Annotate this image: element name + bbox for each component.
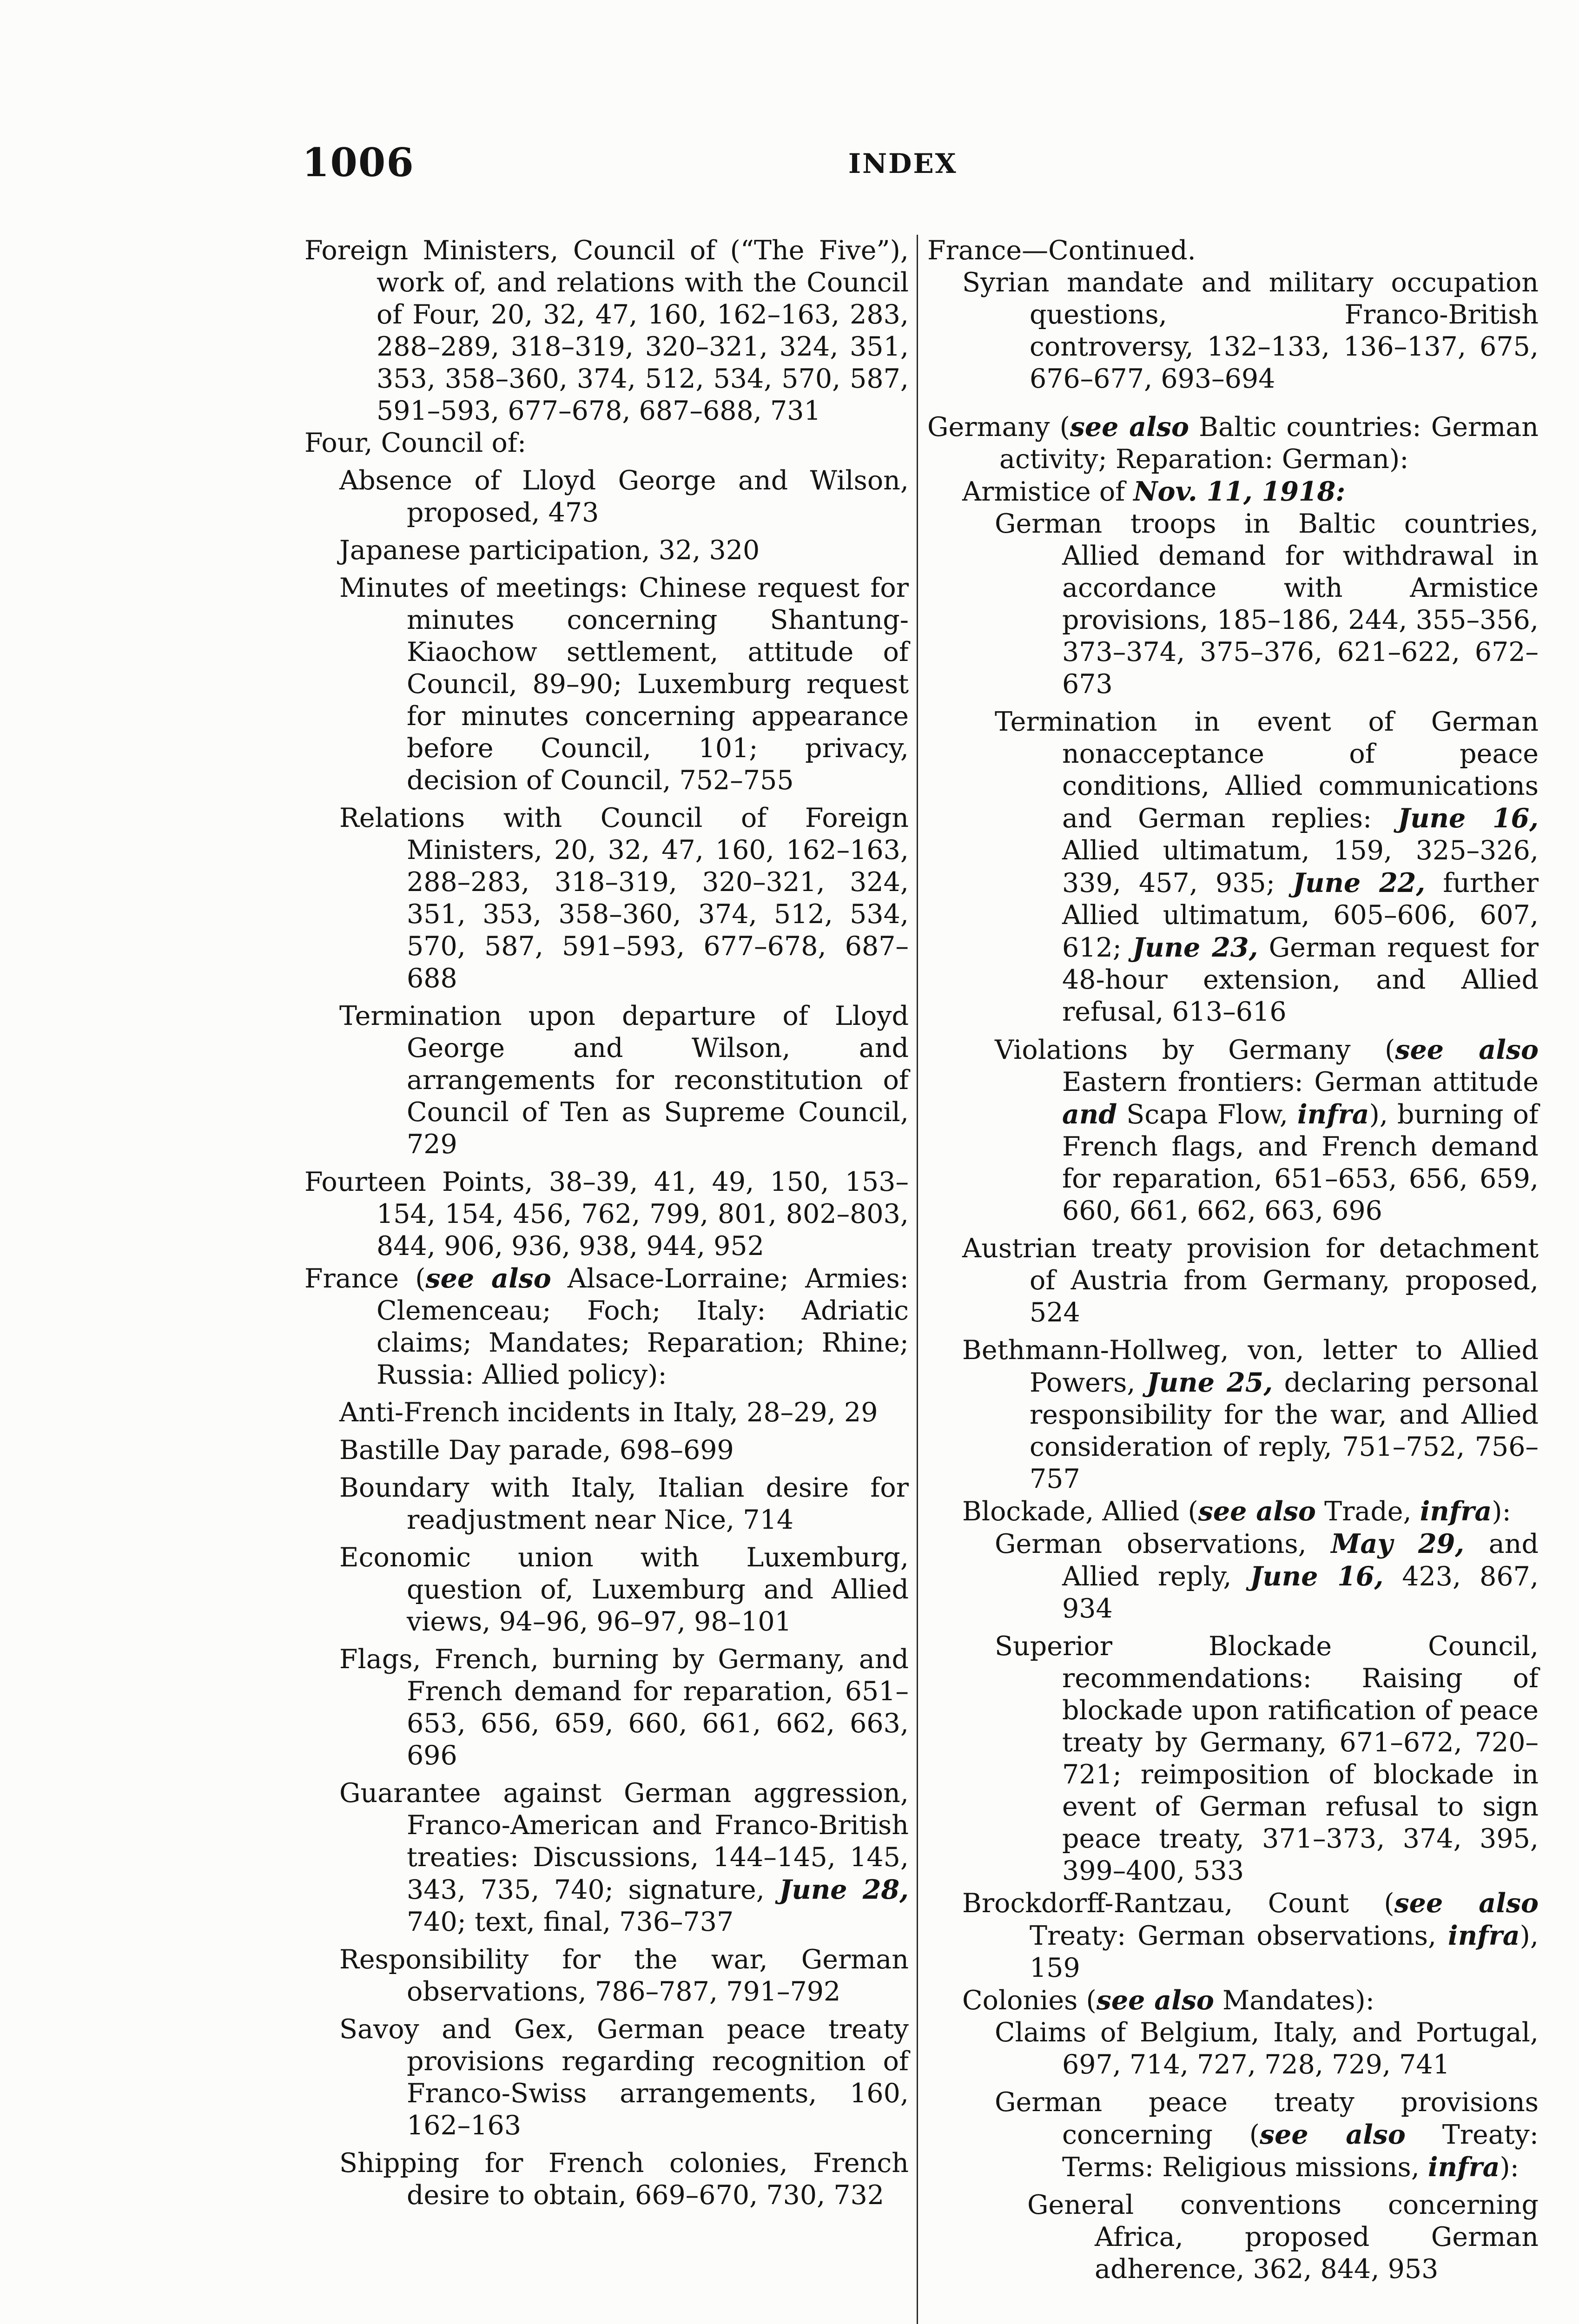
index-subentry: Guarantee against German aggression, Franco-American and Franco-British treaties: Discussions, 144–145, 145, 343, 735, 740; signature, June 28, 740; text, final, 736–737 [339,1778,909,1937]
index-column-right [927,235,1539,2285]
index-subentry: Minutes of meetings: Chinese request for minutes concerning Shantung-Kiaochow settlement, attitude of Council, 89–90; Luxemburg request for minutes concerning appearance before Council, 101; privacy, decision of Council, 752–755 [339,573,909,796]
index-subentry: Syrian mandate and military occupation questions, Franco-British controversy, 132–133, 136–137, 675, 676–677, 693–694 [962,267,1539,394]
index-subentry: Absence of Lloyd George and Wilson, proposed, 473 [339,465,909,528]
index-subentry: Boundary with Italy, Italian desire for readjustment near Nice, 714 [339,1472,909,1535]
index-subentry: Responsibility for the war, German observations, 786–787, 791–792 [339,1944,909,2007]
index-subsubentry: Claims of Belgium, Italy, and Portugal, 697, 714, 727, 728, 729, 741 [995,2017,1539,2080]
running-head: INDEX [848,148,958,179]
index-subsubentry: German observations, May 29, and Allied reply, June 16, 423, 867, 934 [995,1528,1539,1624]
index-column-left [304,235,909,2212]
index-subentry: Bethmann-Hollweg, von, letter to Allied Powers, June 25, declaring personal responsibility for the war, and Allied consideration of reply, 751–752, 756–757 [962,1335,1539,1494]
index-subentry: Brockdorff-Rantzau, Count (see also Treaty: German observations, infra), 159 [962,1888,1539,1983]
index-subentry: Termination upon departure of Lloyd George and Wilson, and arrangements for reconstitution of Council of Ten as Supreme Council, 729 [339,1001,909,1160]
index-subsubentry: Superior Blockade Council, recommendations: Raising of blockade upon ratification of peace treaty by Germany, 671–672, 720–721; reimposition of blockade in event of German refusal to sign peace treaty, 371–373, 374, 395, 399–400, 533 [995,1631,1539,1886]
index-subentry: Blockade, Allied (see also Trade, infra): [962,1496,1511,1527]
index-subentry: Shipping for French colonies, French desire to obtain, 669–670, 730, 732 [339,2148,909,2211]
index-entry: Germany (see also Baltic countries: German activity; Reparation: German): [927,411,1539,475]
index-subentry: Bastille Day parade, 698–699 [339,1435,734,1466]
index-subentry: Austrian treaty provision for detachment of Austria from Germany, proposed, 524 [962,1233,1539,1328]
index-subsubentry: German troops in Baltic countries, Allied demand for withdrawal in accordance with Armistice provisions, 185–186, 244, 355–356, 373–374, 375–376, 621–622, 672–673 [995,508,1539,700]
index-entry: Foreign Ministers, Council of (“The Five”), work of, and relations with the Council of Four, 20, 32, 47, 160, 162–163, 283, 288–289, 318–319, 320–321, 324, 351, 353, 358–360, 374, 512, 534, 570, 587, 591–593, 677–678, 687–688, 731 [304,235,909,426]
index-entry: France (see also Alsace-Lorraine; Armies: Clemenceau; Foch; Italy: Adriatic claims; Mandates; Reparation; Rhine; Russia: Allied policy): [304,1263,909,1390]
index-subentry: Japanese participation, 32, 320 [339,535,760,566]
index-subentry: Flags, French, burning by Germany, and French demand for reparation, 651–653, 656, 659, 660, 661, 662, 663, 696 [339,1644,909,1771]
index-entry: Four, Council of: [304,428,527,458]
index-subsubentry: German peace treaty provisions concerning (see also Treaty: Terms: Religious missions, infra): [995,2087,1539,2183]
index-subsubentry: Violations by Germany (see also Eastern frontiers: German attitude and Scapa Flow, infra), burning of French flags, and French demand for reparation, 651–653, 656, 659, 660, 661, 662, 663, 696 [995,1034,1539,1226]
index-subsubentry: General conventions concerning Africa, proposed German adherence, 362, 844, 953 [1027,2190,1539,2284]
column-divider [917,235,918,2324]
index-subentry: Colonies (see also Mandates): [962,1985,1374,2016]
page-number: 1006 [302,139,415,185]
index-entry: Fourteen Points, 38–39, 41, 49, 150, 153–154, 154, 456, 762, 799, 801, 802–803, 844, 906, 936, 938, 944, 952 [304,1167,909,1261]
index-subentry: Relations with Council of Foreign Ministers, 20, 32, 47, 160, 162–163, 288–283, 318–319, 320–321, 324, 351, 353, 358–360, 374, 512, 534, 570, 587, 591–593, 677–678, 687–688 [339,803,909,994]
index-subentry: Savoy and Gex, German peace treaty provisions regarding recognition of Franco-Swiss arrangements, 160, 162–163 [339,2014,909,2141]
index-subentry: Economic union with Luxemburg, question of, Luxemburg and Allied views, 94–96, 96–97, 98–101 [339,1542,909,1637]
index-subsubentry: Termination in event of German nonacceptance of peace conditions, Allied communications and German replies: June 16, Allied ultimatum, 159, 325–326, 339, 457, 935; June 22, further Allied ultimatum, 605–606, 607, 612; June 23, German request for 48-hour extension, and Allied refusal, 613–616 [995,706,1539,1027]
index-subentry: Armistice of Nov. 11, 1918: [962,476,1346,507]
index-entry: France—Continued. [927,235,1196,266]
index-subentry: Anti-French incidents in Italy, 28–29, 29 [339,1397,878,1428]
